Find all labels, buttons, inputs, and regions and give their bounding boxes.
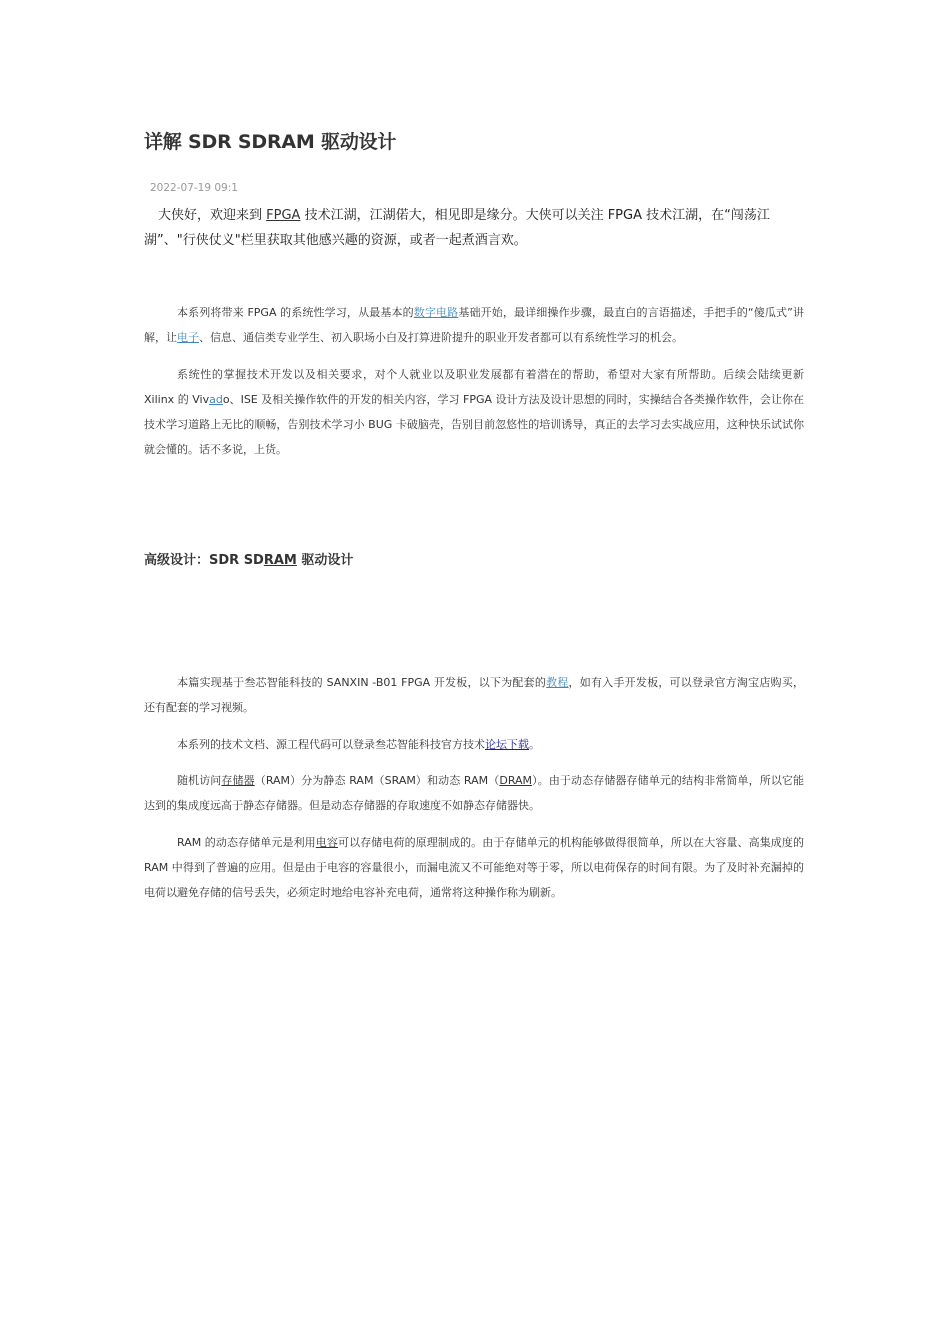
p4-text-1: 本系列的技术文档、源工程代码可以登录叁芯智能科技官方技术 [177, 738, 485, 751]
link-fpga[interactable]: FPGA [266, 208, 301, 223]
article-title: 详解 SDR SDRAM 驱动设计 [144, 131, 397, 153]
p2-text-2: o、ISE 及相关操作软件的开发的相关内容，学习 FPGA 设计方法及设计思想的同时，实操结合各类操作软件，会让你在技术学习道路上无比的顺畅，告别技术学习小 BUG 卡破脑壳，告别目前忽悠性的培训诱导，真正的去学习去实战应用，这种快乐试试你就会懂的。话不多说，上货。 [144, 393, 804, 456]
p6-text-1: RAM 的动态存储单元是利用 [177, 836, 316, 849]
p6-text-2: 可以存储电荷的原理制成的。由于存储单元的机构能够做得很简单，所以在大容量、高集成度的 RAM 中得到了普遍的应用。但是由于电容的容量很小，而漏电流又不可能绝对等于零，所以电荷保存的时间有限。为了及时补充漏掉的电荷以避免存储的信号丢失，必须定时地给电容补充电荷，通常将这种操作称为刷新。 [144, 836, 805, 899]
p1-text-2: 基础开始，最详细操作步骤，最直白的言语描述，手把手的“傻瓜式”讲解，让 [144, 306, 804, 344]
paragraph-dram-principle [144, 830, 804, 905]
link-ad[interactable]: ad [209, 393, 223, 406]
paragraph-docs-download [144, 732, 804, 757]
p2-text-1: 系统性的掌握技术开发以及相关要求，对个人就业以及职业发展都有着潜在的帮助，希望对大家有所帮助。后续会陆续更新 Xilinx 的 Viv [144, 368, 804, 406]
p4-text-2: 。 [529, 738, 540, 751]
p5-text-3: ）。由于动态存储器存储单元的结构非常简单，所以它能达到的集成度远高于静态存储器。但是动态存储器的存取速度不如静态存储器快。 [144, 774, 805, 812]
link-memory[interactable]: 存储器 [221, 774, 255, 787]
paragraph-series-intro [144, 300, 804, 350]
subhead-text-2: 驱动设计 [296, 553, 354, 568]
p3-text-2: ，如有入手开发板，可以登录官方淘宝店购买，还有配套的学习视频。 [144, 676, 805, 714]
intro-text-1: 大侠好，欢迎来到 [158, 208, 267, 223]
link-dram[interactable]: DRAM [499, 774, 533, 787]
link-capacitor[interactable]: 电容 [315, 836, 338, 849]
link-tutorial[interactable]: 教程 [546, 676, 569, 689]
section-heading [144, 549, 353, 568]
p5-text-1: 随机访问 [177, 774, 222, 787]
paragraph-ram-types [144, 768, 804, 818]
subhead-text-1: 高级设计：SDR SD [144, 553, 264, 568]
intro-text-2: 技术江湖，江湖偌大，相见即是缘分。大侠可以关注 FPGA 技术江湖，在“闯荡江湖”、"行侠仗义"栏里获取其他感兴趣的资源，或者一起煮酒言欢。 [144, 208, 770, 248]
link-electronics[interactable]: 电子 [177, 331, 199, 344]
p3-text-1: 本篇实现基于叁芯智能科技的 SANXIN -B01 FPGA 开发板，以下为配套的 [177, 676, 547, 689]
publish-date: 2022-07-19 09:1 [150, 182, 238, 194]
link-forum-download[interactable]: 论坛下载 [485, 738, 529, 751]
paragraph-learning-benefits [144, 362, 804, 462]
link-ram[interactable]: RAM [263, 553, 297, 568]
link-digital-circuit[interactable]: 数字电路 [413, 306, 459, 319]
paragraph-dev-board [144, 670, 804, 720]
p5-text-2: （RAM）分为静态 RAM（SRAM）和动态 RAM（ [254, 774, 500, 787]
p1-text-1: 本系列将带来 FPGA 的系统性学习，从最基本的 [177, 306, 414, 319]
p1-text-3: 、信息、通信类专业学生、初入职场小白及打算进阶提升的职业开发者都可以有系统性学习的机会。 [199, 331, 683, 344]
intro-paragraph [144, 203, 804, 253]
